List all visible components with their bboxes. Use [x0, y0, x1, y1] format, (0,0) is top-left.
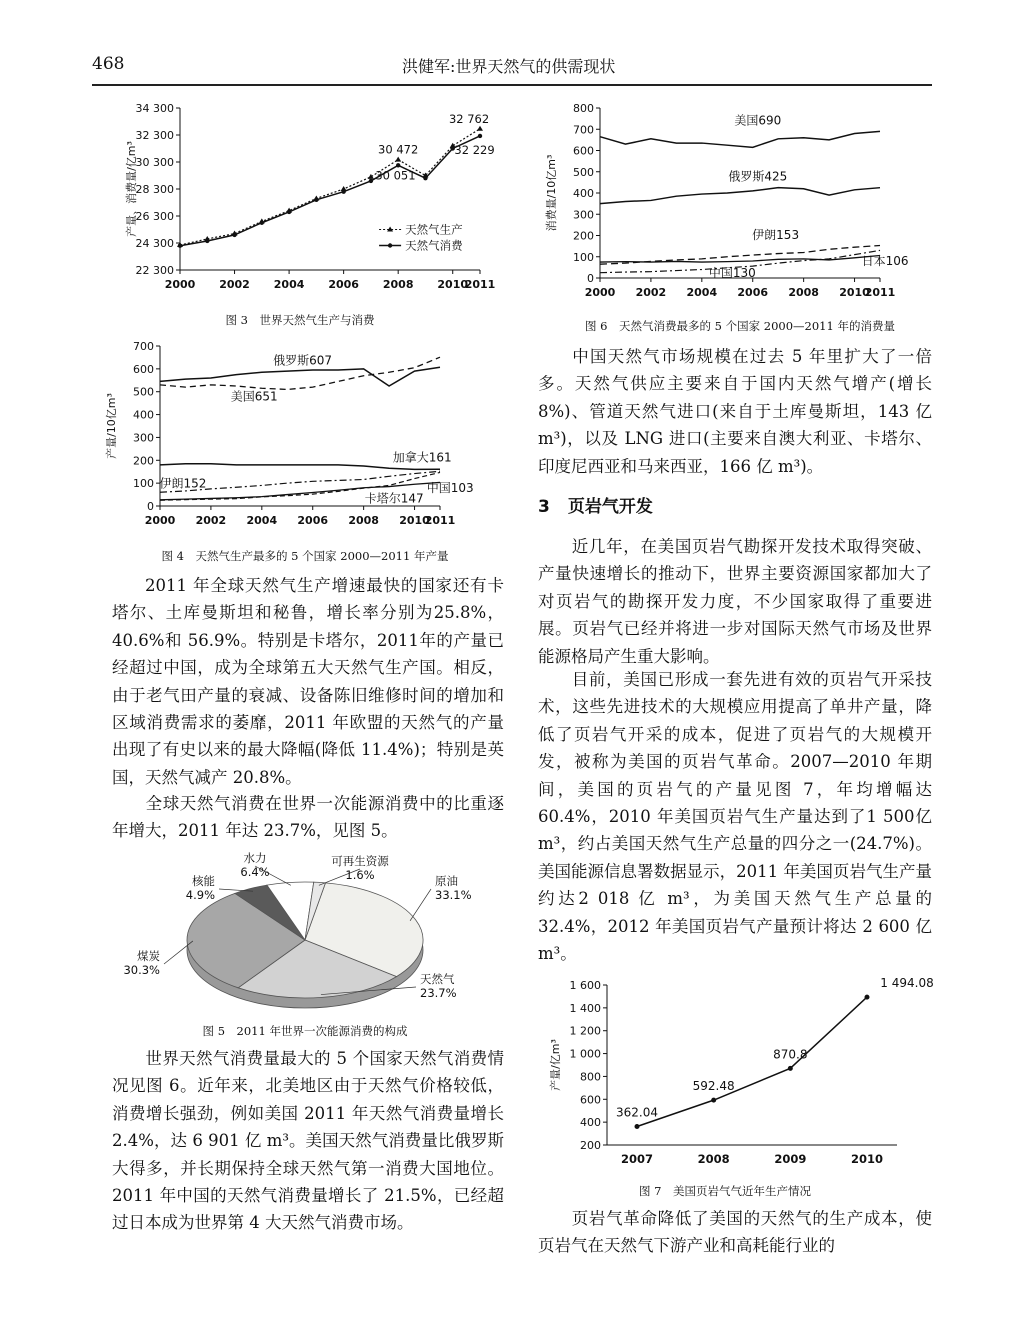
slice-name-label: 天然气 [420, 972, 455, 986]
series-label: 俄罗斯607 [273, 353, 332, 368]
y-tick-label: 600 [580, 1093, 601, 1107]
x-tick-label: 2002 [195, 514, 227, 527]
series-point [260, 221, 264, 225]
x-tick-label: 2006 [328, 278, 359, 291]
x-tick-label: 2000 [164, 278, 196, 291]
y-tick-label: 1 600 [569, 979, 601, 992]
figure-6-caption: 图 6 天然气消费最多的 5 个国家 2000—2011 年的消费量 [585, 319, 895, 333]
figure-7-chart [545, 975, 934, 1166]
x-tick-label: 2010 [399, 514, 430, 527]
y-tick-label: 200 [580, 1139, 601, 1152]
series-point [711, 1098, 716, 1103]
page-number: 468 [92, 54, 125, 74]
x-tick-label: 2008 [382, 278, 414, 291]
series-label: 美国690 [734, 113, 782, 128]
y-tick-label: 400 [133, 408, 154, 422]
slice-value-label: 33.1% [435, 888, 472, 902]
series-point [478, 134, 482, 138]
series-label: 美国651 [230, 389, 278, 404]
data-label: 870.8 [773, 1047, 808, 1062]
y-tick-label: 28 300 [135, 183, 174, 196]
x-tick-label: 2008 [348, 514, 379, 527]
x-tick-label: 2010 [839, 286, 870, 299]
y-tick-label: 1 000 [569, 1047, 601, 1061]
series-label: 伊朗152 [159, 476, 207, 491]
y-tick-label: 700 [573, 123, 594, 137]
series-label: 卡塔尔147 [364, 491, 424, 506]
y-tick-label: 400 [580, 1116, 601, 1130]
y-tick-label: 26 300 [135, 210, 174, 223]
right-paragraph-4: 页岩气革命降低了美国的天然气的生产成本，使页岩气在天然气下游产业和高耗能行业的 [538, 1209, 932, 1256]
series-point [477, 126, 483, 131]
leader-line [410, 889, 431, 921]
y-tick-label: 500 [573, 165, 594, 179]
series-point [314, 198, 318, 202]
right-paragraph-3: 目前，美国已形成一套先进有效的页岩气开采技术，这些先进技术的大规模应用提高了单井产量，降低了页岩气开采的成本，促进了页岩气的大规模开发，被称为美国的页岩气革命。2007—2010 年期间，美国的页岩气的产量见图 7，年均增幅达 60.4%，2010 年美国页岩气生产量达到了1 500亿 m³，约占美国天然气生产总量的四分之一(24.7%)。美国能源信息署数据显示，2011 年美国页岩气生产量约达2 018 亿 m³，为美国天然气生产总量的 32.4%，2012 年美国页岩气产量预计将达 2 600 亿 m³。 [538, 670, 932, 964]
slice-name-label: 可再生资源 [331, 854, 389, 868]
y-tick-label: 300 [573, 208, 594, 222]
data-label: 362.04 [616, 1105, 658, 1120]
fig6-svg [540, 100, 920, 299]
figure-4-chart [105, 338, 495, 533]
slice-value-label: 30.3% [123, 963, 160, 977]
x-tick-label: 2011 [424, 514, 456, 527]
annotation-label: 30 472 [378, 142, 419, 157]
series-point [395, 157, 401, 162]
x-tick-label: 2008 [788, 286, 819, 299]
y-tick-label: 200 [133, 454, 154, 468]
series-point [423, 176, 427, 180]
y-axis-label: 产量/亿m³ [549, 1039, 562, 1091]
series-label: 加拿大161 [392, 450, 452, 465]
x-tick-label: 2008 [697, 1152, 730, 1166]
series-line-3 [160, 464, 440, 470]
y-tick-label: 34 300 [135, 102, 174, 115]
slice-value-label: 4.9% [185, 888, 215, 902]
right-paragraph-2: 近几年，在美国页岩气勘探开发技术取得突破、产量快速增长的推动下，世界主要资源国家都加大了对页岩气的勘探开发力度，不少国家取得了重要进展。页岩气已经并将进一步对国际天然气市场及世界能源格局产生重大影响。 [538, 537, 932, 666]
y-tick-label: 700 [133, 340, 154, 353]
fig5-svg [120, 845, 500, 1010]
slice-name-label: 核能 [192, 874, 215, 888]
y-tick-label: 0 [587, 272, 594, 285]
series-point [788, 1066, 793, 1071]
data-label: 592.48 [692, 1079, 735, 1094]
series-point [368, 174, 374, 179]
x-tick-label: 2000 [144, 514, 176, 527]
x-tick-label: 2000 [584, 286, 616, 299]
figure-4-caption: 图 4 天然气生产最多的 5 个国家 2000—2011 年产量 [161, 549, 449, 563]
x-tick-label: 2009 [774, 1152, 807, 1166]
legend-label: 天然气消费 [405, 238, 463, 253]
y-tick-label: 800 [580, 1070, 601, 1084]
left-paragraph-2: 全球天然气消费在世界一次能源消费中的比重逐年增大，2011 年达 23.7%，见图 5。 [112, 794, 504, 841]
fig4-svg [105, 338, 495, 533]
annotation-label: 30 051 [375, 168, 416, 183]
series-point [287, 210, 291, 214]
x-tick-label: 2010 [850, 1152, 884, 1166]
y-tick-label: 1 200 [569, 1024, 601, 1038]
annotation-label: 32 762 [448, 111, 490, 126]
slice-value-label: 1.6% [345, 868, 375, 882]
series-point [635, 1124, 640, 1129]
y-tick-label: 1 400 [569, 1001, 601, 1015]
x-tick-label: 2002 [635, 286, 667, 299]
figure-3-chart [105, 100, 495, 290]
x-tick-label: 2004 [273, 278, 305, 291]
fig7-svg [545, 975, 934, 1166]
series-line-1 [600, 131, 880, 147]
slice-name-label: 水力 [243, 851, 267, 865]
figure-3-caption: 图 3 世界天然气生产与消费 [225, 313, 375, 327]
series-point [865, 995, 870, 1000]
y-axis-label: 产量、消费量/亿m³ [125, 141, 138, 237]
fig3-svg [105, 100, 495, 290]
y-tick-label: 200 [573, 229, 594, 243]
y-tick-label: 100 [133, 477, 154, 491]
right-paragraph-1: 中国天然气市场规模在过去 5 年里扩大了一倍多。天然气供应主要来自于国内天然气增产(增长 8%)、管道天然气进口(来自于土库曼斯坦，143 亿 m³)，以及 LNG 进口(主要来自澳大利亚、卡塔尔、印度尼西亚和马来西亚，166 亿 m³)。 [538, 347, 932, 476]
slice-name-label: 原油 [435, 874, 458, 888]
y-tick-label: 22 300 [135, 264, 174, 277]
figure-5-caption: 图 5 2011 年世界一次能源消费的构成 [202, 1024, 408, 1038]
slice-value-label: 23.7% [420, 986, 457, 1000]
y-tick-label: 800 [573, 102, 594, 115]
x-tick-label: 2011 [864, 286, 896, 299]
series-line [637, 997, 867, 1126]
x-tick-label: 2004 [686, 286, 718, 299]
running-header [92, 52, 932, 86]
data-label: 1 494.08 [880, 976, 934, 991]
legend-marker [388, 243, 392, 247]
figure-7-caption: 图 7 美国页岩气气近年生产情况 [639, 1184, 811, 1198]
running-title: 洪健军:世界天然气的供需现状 [402, 57, 616, 76]
y-tick-label: 30 300 [135, 156, 174, 169]
series-label: 伊朗153 [752, 228, 800, 243]
left-paragraph-3: 世界天然气消费量最大的 5 个国家天然气消费情况见图 6。近年来，北美地区由于天然气价格较低，消费增长强劲，例如美国 2011 年天然气消费量增长 2.4%，达 6 901 亿 m³。美国天然气消费量比俄罗斯大得多，并长期保持全球天然气第一消费大国地位。2011 年中国的天然气消费量增长了 21.5%，已经超过日本成为世界第 4 大天然气消费市场。 [112, 1049, 504, 1233]
y-tick-label: 32 300 [135, 129, 174, 142]
series-point [178, 244, 182, 248]
series-label: 日本106 [861, 253, 909, 268]
series-line-2 [600, 188, 880, 204]
x-tick-label: 2006 [297, 514, 329, 527]
series-label: 中国130 [708, 266, 756, 281]
y-tick-label: 0 [147, 500, 154, 513]
y-axis-label: 消费量/10亿m³ [545, 154, 558, 232]
series-label: 中国103 [426, 480, 474, 495]
series-point [232, 233, 236, 237]
y-tick-label: 600 [133, 362, 154, 376]
x-tick-label: 2007 [620, 1152, 654, 1166]
x-tick-label: 2011 [464, 278, 496, 291]
series-point [341, 190, 345, 194]
y-tick-label: 300 [133, 431, 154, 445]
slice-value-label: 6.4% [240, 865, 270, 879]
series-point [369, 179, 373, 183]
y-tick-label: 400 [573, 187, 594, 200]
left-paragraph-1: 2011 年全球天然气生产增速最快的国家还有卡塔尔、土库曼斯坦和秘鲁，增长率分别为25.8%，40.6%和 56.9%。特别是卡塔尔，2011年的产量已经超过中国，成为全球第五大天然气生产国。相反，由于老气田产量的衰减、设备陈旧维修时间的增加和区域消费需求的萎靡，2011 年欧盟的天然气的产量出现了有史以来的最大降幅(降低 11.4%)；特别是英国，天然气减产 20.8%。 [112, 576, 504, 787]
series-point [396, 163, 400, 167]
slice-name-label: 煤炭 [137, 949, 160, 963]
series-point [205, 239, 209, 243]
section-heading: 3 页岩气开发 [538, 497, 653, 517]
figure-6-chart [540, 100, 920, 299]
series-line-5 [600, 255, 880, 262]
y-tick-label: 600 [573, 144, 594, 158]
figure-5-chart [120, 845, 500, 1010]
y-tick-label: 24 300 [135, 237, 174, 250]
x-tick-label: 2004 [246, 514, 278, 527]
x-tick-label: 2002 [219, 278, 250, 291]
annotation-label: 32 229 [454, 142, 495, 157]
x-tick-label: 2006 [737, 286, 769, 299]
y-tick-label: 500 [133, 385, 154, 399]
x-tick-label: 2010 [437, 278, 469, 291]
y-tick-label: 100 [573, 250, 594, 264]
legend-label: 天然气生产 [405, 222, 463, 237]
y-axis-label: 产量/10亿m³ [105, 393, 118, 459]
series-label: 俄罗斯425 [728, 169, 788, 184]
